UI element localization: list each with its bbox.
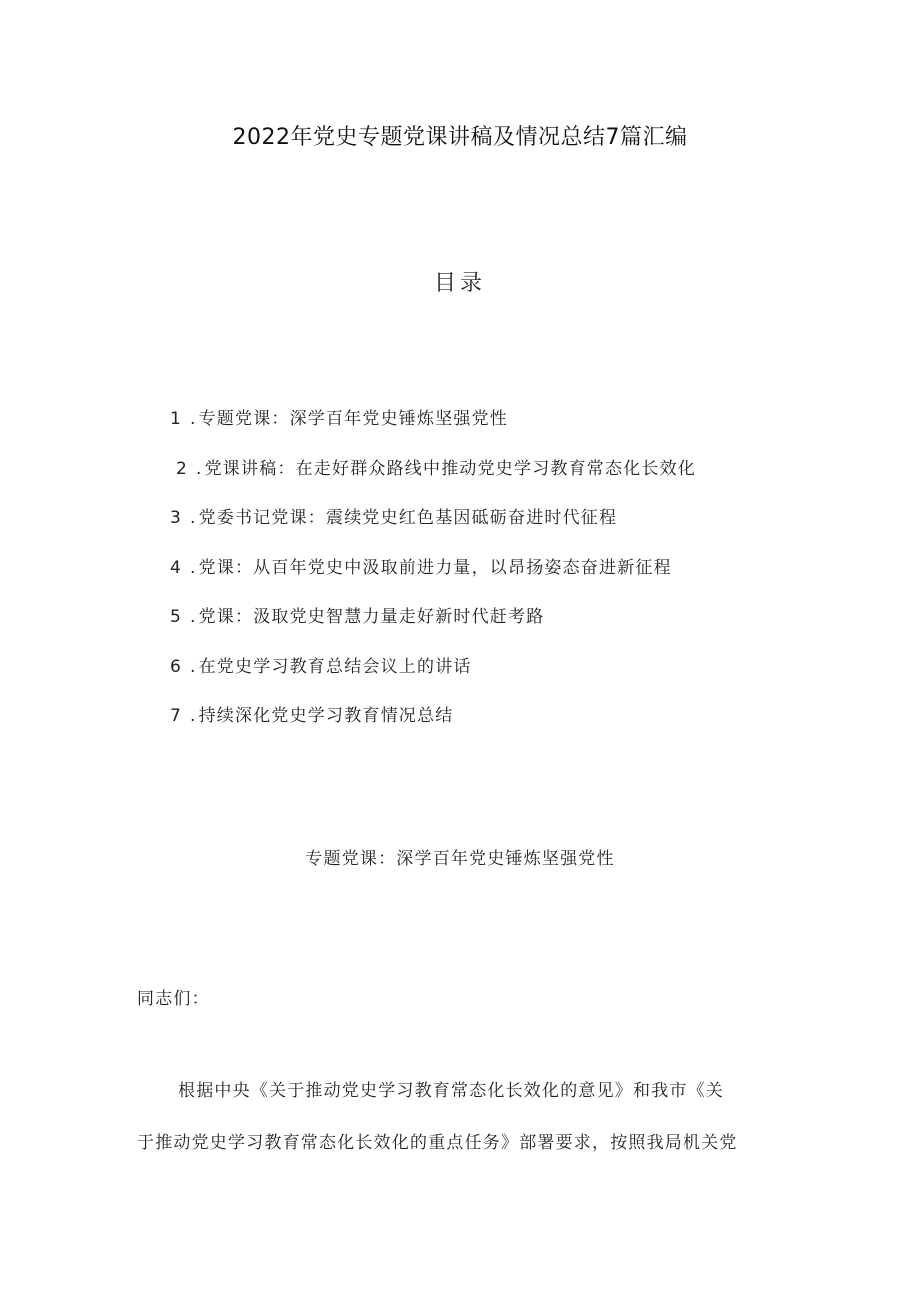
toc-separator: .	[190, 508, 197, 528]
salutation: 同志们：	[137, 989, 210, 1009]
paragraph-line-2: 于推动党史学习教育常态化长效化的重点任务》部署要求，按照我局机关党	[137, 1133, 738, 1153]
toc-number: 3	[170, 508, 183, 528]
toc-separator: .	[190, 409, 197, 429]
toc-item-6	[170, 652, 870, 702]
toc-entry-text: 党委书记党课：震续党史红色基因砥砺奋进时代征程	[198, 508, 618, 528]
toc-number: 4	[170, 557, 183, 578]
toc-number: 6	[170, 656, 183, 677]
toc-heading: 目录	[433, 271, 486, 296]
toc-separator: .	[190, 607, 197, 627]
document-title: 2022年党史专题党课讲稿及情况总结7篇汇编	[232, 125, 688, 150]
toc-item-4	[170, 553, 870, 603]
toc-number: 7	[170, 706, 183, 726]
toc-separator: .	[196, 458, 203, 479]
toc-item-3	[170, 503, 870, 553]
toc-item-1	[170, 404, 870, 454]
toc-number: 1	[170, 409, 183, 429]
toc-entry-text: 党课：从百年党史中汲取前进力量，以昂扬姿态奋进新征程	[198, 557, 672, 578]
paragraph-line-1: 根据中央《关于推动党史学习教育常态化长效化的意见》和我市《关	[178, 1081, 724, 1101]
toc-item-2	[170, 454, 870, 504]
toc-entry-text: 在党史学习教育总结会议上的讲话	[198, 656, 472, 677]
toc-separator: .	[190, 557, 197, 578]
toc-entry-text: 党课讲稿：在走好群众路线中推动党史学习教育常态化长效化	[204, 458, 697, 479]
table-of-contents	[170, 404, 870, 751]
toc-entry-text: 专题党课：深学百年党史锤炼坚强党性	[198, 409, 509, 429]
toc-entry-text: 党课：汲取党史智慧力量走好新时代赶考路	[198, 607, 545, 627]
toc-entry-text: 持续深化党史学习教育情况总结	[198, 706, 454, 726]
toc-number: 5	[170, 607, 183, 627]
toc-item-7	[170, 701, 870, 751]
toc-separator: .	[190, 656, 197, 677]
toc-item-5	[170, 602, 870, 652]
toc-number: 2	[176, 458, 189, 479]
toc-separator: .	[190, 706, 197, 726]
section-title: 专题党课：深学百年党史锤炼坚强党性	[305, 849, 615, 869]
